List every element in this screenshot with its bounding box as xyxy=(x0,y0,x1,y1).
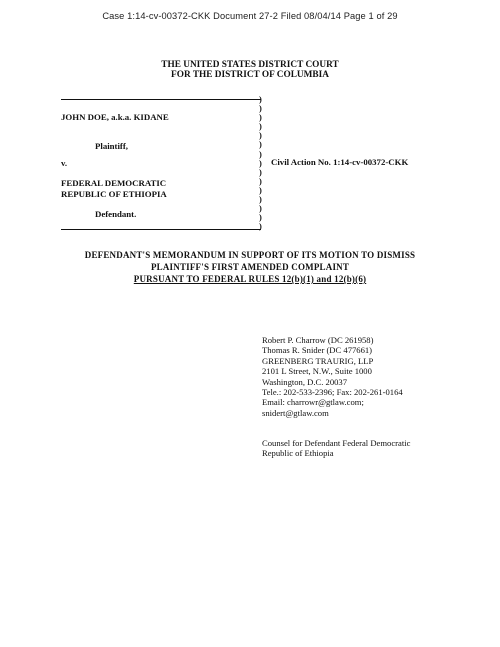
caption-top-rule xyxy=(61,99,261,100)
signature-line-2: Thomas R. Snider (DC 477661) xyxy=(262,345,373,356)
defendant-role: Defendant. xyxy=(95,209,137,219)
signature-line-3: GREENBERG TRAURIG, LLP xyxy=(262,355,374,366)
signature-line-5: Washington, D.C. 20037 xyxy=(262,376,348,387)
defendant-name-line2: REPUBLIC OF ETHIOPIA xyxy=(61,189,167,199)
court-name-line1: THE UNITED STATES DISTRICT COURT xyxy=(161,60,339,70)
signature-block xyxy=(262,335,403,418)
document-title-line2: PLAINTIFF'S FIRST AMENDED COMPLAINT xyxy=(150,262,350,272)
document-title-line3-text: PURSUANT TO FEDERAL RULES 12(b)(1) and 12(b)(6) xyxy=(133,274,367,284)
signature-line-8: snidert@gtlaw.com xyxy=(262,407,329,418)
ecf-header: Case 1:14-cv-00372-CKK Document 27-2 Filed 08/04/14 Page 1 of 29 xyxy=(102,11,398,21)
counsel-line-2: Republic of Ethiopia xyxy=(262,448,334,459)
document-title-line1: DEFENDANT'S MEMORANDUM IN SUPPORT OF ITS MOTION TO DISMISS xyxy=(84,250,416,260)
signature-line-7: Email: charrowr@gtlaw.com; xyxy=(262,397,364,408)
caption-parenthesis-column: ) ) ) ) ) ) ) ) ) ) ) ) ) ) ) xyxy=(259,94,262,232)
defendant-name-line1: FEDERAL DEMOCRATIC xyxy=(61,178,167,188)
civil-action-number: Civil Action No. 1:14-cv-00372-CKK xyxy=(271,157,409,167)
versus-label: v. xyxy=(61,158,68,168)
document-title-line3 xyxy=(0,274,500,284)
court-name-line2: FOR THE DISTRICT OF COLUMBIA xyxy=(171,70,329,80)
plaintiff-name: JOHN DOE, a.k.a. KIDANE xyxy=(61,112,169,122)
counsel-line-1: Counsel for Defendant Federal Democratic xyxy=(262,438,411,448)
signature-line-6: Tele.: 202-533-2396; Fax: 202-261-0164 xyxy=(262,387,403,398)
caption-bottom-rule xyxy=(61,229,261,230)
signature-line-1: Robert P. Charrow (DC 261958) xyxy=(262,335,374,345)
counsel-block xyxy=(262,438,410,459)
plaintiff-role: Plaintiff, xyxy=(95,141,128,151)
signature-line-4: 2101 L Street, N.W., Suite 1000 xyxy=(262,366,372,377)
